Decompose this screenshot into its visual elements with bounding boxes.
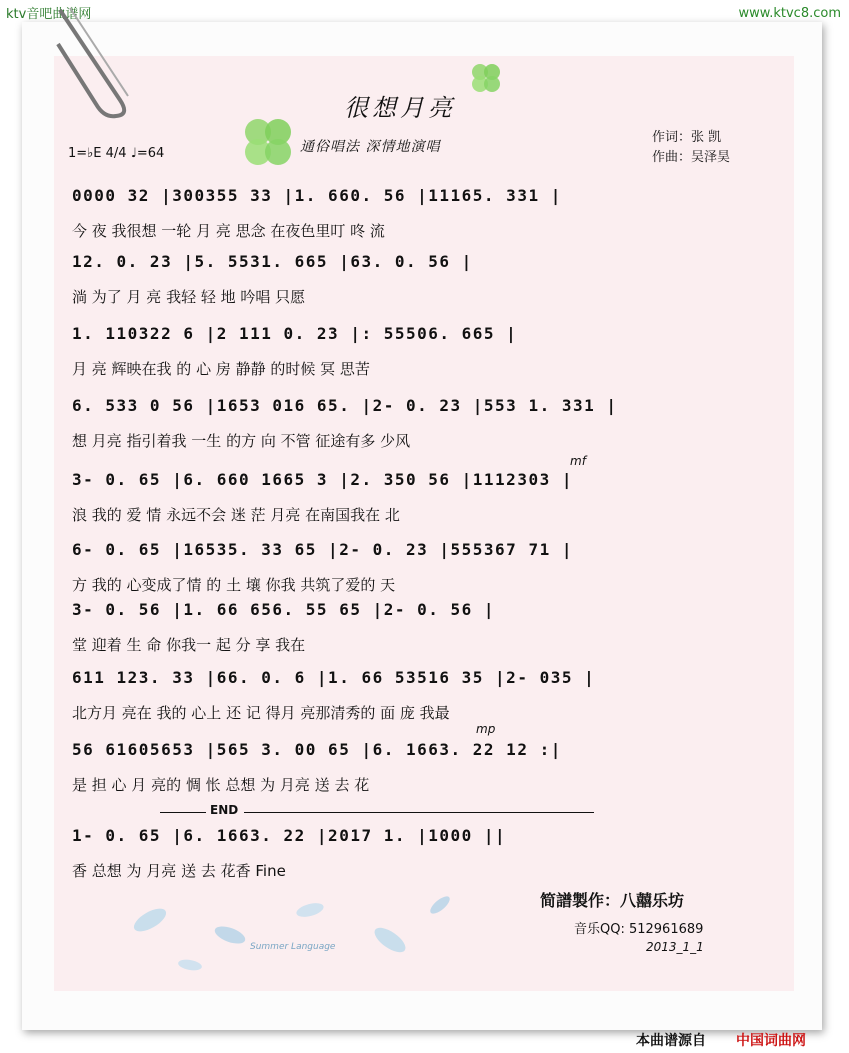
- end-bracket-line: [160, 812, 206, 813]
- lyricist-credit: 作词：张 凯: [652, 130, 722, 145]
- watermark-right: www.ktvc8.com: [738, 6, 841, 21]
- lyrics: 方 我的 心变成了情 的 土 壤 你我 共筑了爱的 天: [72, 576, 396, 594]
- notation: 1- 0. 65 |6. 1663. 22 |2017 1. |1000 ||: [72, 826, 507, 845]
- notation: 56 61605653 |565 3. 00 65 |6. 1663. 22 12 :|: [72, 740, 562, 759]
- lyrics: 今 夜 我很想 一轮 月 亮 思念 在夜色里叮 咚 流: [72, 222, 385, 240]
- notation: 3- 0. 56 |1. 66 656. 55 65 |2- 0. 56 |: [72, 600, 496, 619]
- lyrics: 淌 为了 月 亮 我轻 轻 地 吟唱 只愿: [72, 288, 306, 306]
- end-bracket-line: [244, 812, 594, 813]
- watermark-left: ktv音吧曲谱网: [6, 7, 92, 22]
- score-date: 2013_1_1: [646, 940, 704, 954]
- song-title: 很想月亮: [344, 94, 456, 122]
- lyrics: 是 担 心 月 亮的 惆 怅 总想 为 月亮 送 去 花: [72, 776, 370, 794]
- leaves-decoration-icon: [90, 880, 490, 990]
- lyrics: 想 月亮 指引着我 一生 的方 向 不管 征途有多 少风: [72, 432, 411, 450]
- summer-language-caption: Summer Language: [250, 942, 336, 952]
- notation: 611 123. 33 |66. 0. 6 |1. 66 53516 35 |2- 035 |: [72, 668, 596, 687]
- footer-site-link[interactable]: 中国词曲网: [736, 1033, 806, 1049]
- notation: 6. 533 0 56 |1653 016 65. |2- 0. 23 |553 1. 331 |: [72, 396, 618, 415]
- key-and-tempo: 1=♭E 4/4 ♩=64: [68, 146, 165, 161]
- composer-credit: 作曲：吴泽昊: [652, 150, 731, 165]
- lyrics: 浪 我的 爱 情 永远不会 迷 茫 月亮 在南国我在 北: [72, 506, 400, 524]
- notation: 6- 0. 65 |16535. 33 65 |2- 0. 23 |555367 71 |: [72, 540, 573, 559]
- lyrics: 北方月 亮在 我的 心上 还 记 得月 亮那清秀的 面 庞 我最: [72, 704, 450, 722]
- lyrics: 堂 迎着 生 命 你我一 起 分 享 我在: [72, 636, 306, 654]
- notation: 1. 110322 6 |2 111 0. 23 |: 55506. 665 |: [72, 324, 518, 343]
- end-marker: END: [210, 803, 239, 817]
- dynamic-mp: mp: [476, 722, 496, 736]
- notation: 12. 0. 23 |5. 5531. 665 |63. 0. 56 |: [72, 252, 473, 271]
- music-qq: 音乐QQ: 512961689: [574, 922, 704, 937]
- notation: 3- 0. 65 |6. 660 1665 3 |2. 350 56 |1112303 |: [72, 470, 573, 489]
- dynamic-mf: mf: [570, 454, 586, 468]
- notation: 0000 32 |300355 33 |1. 660. 56 |11165. 331 |: [72, 186, 562, 205]
- score-maker-credit: 简譜製作：八囍乐坊: [540, 891, 685, 910]
- footer-source-label: 本曲谱源自: [636, 1033, 706, 1049]
- lyrics: 香 总想 为 月亮 送 去 花香 Fine: [72, 862, 286, 880]
- performance-note: 通俗唱法 深情地演唱: [300, 139, 441, 155]
- lyrics: 月 亮 辉映在我 的 心 房 静静 的时候 冥 思苦: [72, 360, 370, 378]
